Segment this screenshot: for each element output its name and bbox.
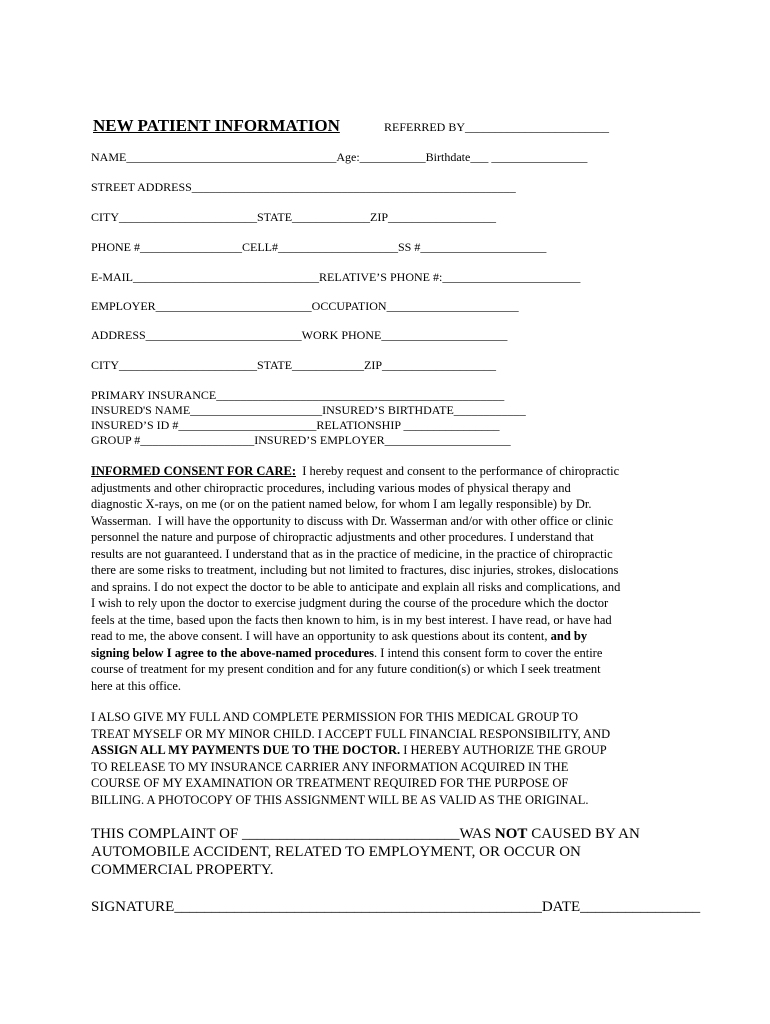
email-relative-phone-field[interactable]: E-MAIL_______________________________RELATIVE’S PHONE #:_______________________ [91,270,581,284]
consent-line: personnel the nature and purpose of chiropractic adjustments and other procedures. I understand that [91,530,594,544]
consent-line: diagnostic X-rays, on me (or on the patient named below, for whom I am legally responsible) by Dr. [91,497,592,511]
insured-id-relationship-field[interactable]: INSURED’S ID #_______________________RELATIONSHIP ________________ [91,418,500,432]
not-emphasis: NOT [494,826,528,842]
signature-date-field[interactable]: SIGNATURE_________________________________________________DATE________________ [91,899,701,915]
consent-line: . I intend this consent form to cover the entire [373,645,603,660]
consent-line: Wasserman. I will have the opportunity to discuss with Dr. Wasserman and/or with other office or clinic [91,513,614,528]
phone-cell-ss-field[interactable]: PHONE #_________________CELL#____________________SS #_____________________ [91,240,547,254]
complaint-statement[interactable] [91,825,640,843]
consent-bold-phrase: signing below I agree to the above-named procedures [91,645,374,660]
street-address-field[interactable]: STREET ADDRESS______________________________________________________ [91,180,516,194]
complaint-line: CAUSED BY AN [527,826,640,842]
permission-line: I HEREBY AUTHORIZE THE GROUP [400,743,607,757]
consent-line: feels at the time, based upon the facts then known to him, is in my best interest. I have read, or have had [91,612,612,627]
informed-consent-paragraph [91,463,691,694]
consent-line: adjustments and other chiropractic procedures, including various modes of physical therapy and [91,480,571,495]
consent-line: results are not guaranteed. I understand that as in the practice of medicine, in the practice of chiropractic [91,546,613,561]
referred-by-field[interactable]: REFERRED BY________________________ [384,120,610,134]
employer-city-state-zip-field[interactable]: CITY_______________________STATE____________ZIP___________________ [91,358,497,372]
consent-heading: INFORMED CONSENT FOR CARE: [91,464,296,478]
consent-line: here at this office. [91,678,182,693]
employer-occupation-field[interactable]: EMPLOYER__________________________OCCUPATION______________________ [91,299,519,313]
complaint-line: COMMERCIAL PROPERTY. [91,862,274,878]
name-age-birthdate-field[interactable]: NAME___________________________________Age:___________Birthdate___ ________________ [91,150,588,164]
group-insured-employer-field[interactable]: GROUP #___________________INSURED’S EMPLOYER_____________________ [91,433,511,447]
consent-line: read to me, the above consent. I will have an opportunity to ask questions about its content, [91,629,551,643]
permission-line: I ALSO GIVE MY FULL AND COMPLETE PERMISSION FOR THIS MEDICAL GROUP TO [91,710,579,724]
permission-line: TREAT MYSELF OR MY MINOR CHILD. I ACCEPT FULL FINANCIAL RESPONSIBILITY, AND [91,726,611,741]
assign-payments-phrase: ASSIGN ALL MY PAYMENTS DUE TO THE DOCTOR. [91,743,401,757]
permission-paragraph [91,709,691,808]
city-state-zip-field[interactable]: CITY_______________________STATE_____________ZIP__________________ [91,210,497,224]
permission-line: COURSE OF MY EXAMINATION OR TREATMENT REQUIRED FOR THE PURPOSE OF [91,776,569,790]
complaint-line: THIS COMPLAINT OF _____________________________WAS [91,826,495,842]
primary-insurance-field[interactable]: PRIMARY INSURANCE________________________________________________ [91,388,505,402]
permission-line: BILLING. A PHOTOCOPY OF THIS ASSIGNMENT WILL BE AS VALID AS THE ORIGINAL. [91,792,589,807]
consent-line: course of treatment for my present condition and for any future condition(s) or which I seek treatment [91,662,601,676]
employer-address-work-phone-field[interactable]: ADDRESS__________________________WORK PHONE_____________________ [91,328,508,342]
complaint-line: AUTOMOBILE ACCIDENT, RELATED TO EMPLOYMENT, OR OCCUR ON [91,844,581,860]
insured-name-birthdate-field[interactable]: INSURED'S NAME______________________INSURED’S BIRTHDATE____________ [91,403,526,417]
consent-line: and sprains. I do not expect the doctor to be able to anticipate and explain all risks and complications, and [91,579,621,594]
consent-bold-phrase: and by [550,629,588,643]
form-title: NEW PATIENT INFORMATION [93,116,340,135]
consent-line: there are some risks to treatment, including but not limited to fractures, disc injuries, strokes, dislocations [91,563,619,577]
permission-line: TO RELEASE TO MY INSURANCE CARRIER ANY INFORMATION ACQUIRED IN THE [91,759,569,774]
consent-line: I wish to rely upon the doctor to exercise judgment during the course of the procedure which the doctor [91,596,609,610]
consent-line: I hereby request and consent to the performance of chiropractic [296,464,620,478]
